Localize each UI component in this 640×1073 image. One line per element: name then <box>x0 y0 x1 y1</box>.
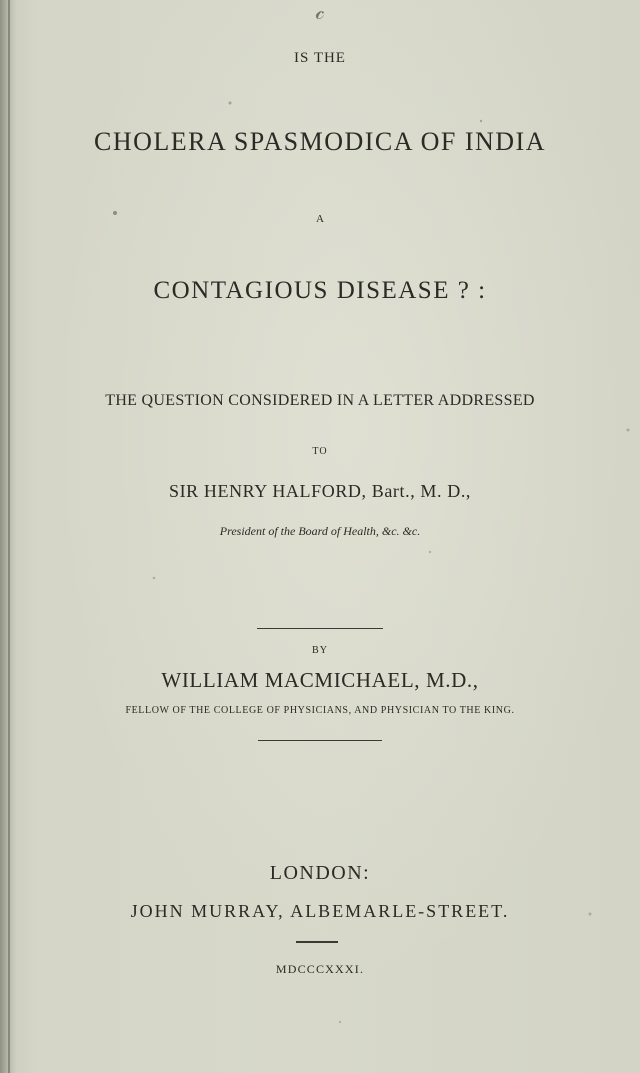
author-affiliation: FELLOW OF THE COLLEGE OF PHYSICIANS, AND PHYSICIAN TO THE KING. <box>125 705 515 716</box>
divider-rule <box>257 628 383 629</box>
divider-rule-short <box>296 941 338 943</box>
imprint-date: MDCCCXXXI. <box>275 962 365 976</box>
main-title-contagious: CONTAGIOUS DISEASE ? : <box>153 277 487 304</box>
divider-rule <box>258 740 382 741</box>
main-title-disease: CHOLERA SPASMODICA OF INDIA <box>93 127 546 156</box>
line-to: TO <box>312 446 328 457</box>
addressee-name: SIR HENRY HALFORD, Bart., M. D., <box>168 481 472 501</box>
addressee-title: President of the Board of Health, &c. &c. <box>219 524 421 538</box>
imprint-place: LONDON: <box>269 862 371 884</box>
line-by: BY <box>312 645 328 656</box>
line-is-the: IS THE <box>294 50 346 66</box>
imprint-publisher: JOHN MURRAY, ALBEMARLE-STREET. <box>130 901 510 921</box>
line-a: A <box>316 213 324 225</box>
pencil-mark-icon: 𝒸 <box>315 0 325 25</box>
author-name: WILLIAM MACMICHAEL, M.D., <box>161 668 479 692</box>
subtitle-question: THE QUESTION CONSIDERED IN A LETTER ADDRESSED <box>105 392 535 409</box>
